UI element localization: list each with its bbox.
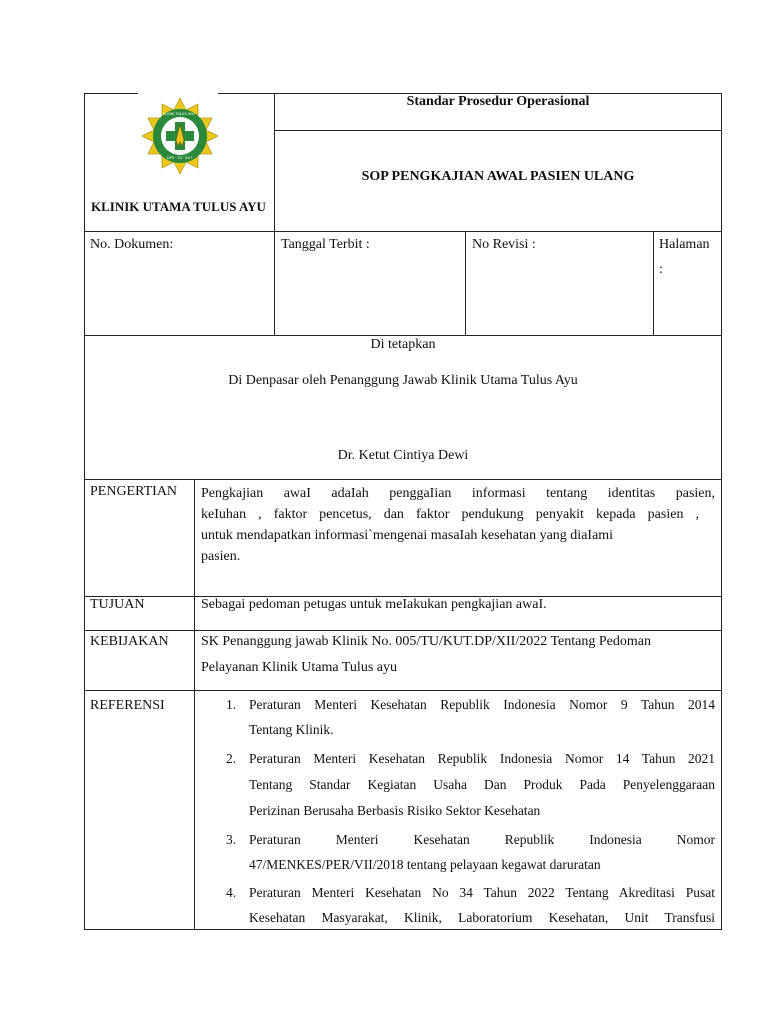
revision-label: No Revisi : [472,237,536,252]
referensi-item-line: Tentang Klinik. [249,722,334,737]
approval-bottom-border [84,479,722,480]
kebijakan-line: SK Penanggung jawab Klinik No. 005/TU/KUT.DP/XII/2022 Tentang Pedoman [201,634,651,649]
approval-signatory: Dr. Ketut Cintiya Dewi [337,448,469,463]
referensi-item-line: Kesehatan Masyarakat, Klinik, Laboratorium Kesehatan, Unit Transfusi [249,910,715,925]
referensi-item-line: Peraturan Menteri Kesehatan Republik Indonesia Nomor 9 Tahun 2014 [249,697,715,712]
referensi-item-line: Peraturan Menteri Kesehatan Republik Indonesia Nomor 14 Tahun 2021 [249,751,715,766]
logo-text-top: KLINIK TULUS AYU [163,112,195,116]
referensi-item-number: 3. [226,832,237,847]
page-title: SOP PENGKAJIAN AWAL PASIEN ULANG [361,169,635,184]
table-border-top-left [84,93,138,94]
doc-number-label: No. Dokumen: [90,237,174,252]
referensi-item-line: 47/MENKES/PER/VII/2018 tentang pelayaan kegawat daruratan [249,857,601,872]
referensi-item-line: Peraturan Menteri Kesehatan No 34 Tahun 2022 Tentang Akreditasi Pusat [249,885,715,900]
clinic-name: KLINIK UTAMA TULUS AYU [91,199,266,214]
referensi-label: REFERENSI [90,698,165,713]
meta-divider-2 [653,231,654,335]
issue-date-label: Tanggal Terbit : [281,237,370,252]
table-border-bottom [84,929,722,930]
pengertian-line: pasien. [201,549,241,564]
referensi-item-line: Peraturan Menteri Kesehatan Republik Indonesia Nomor [249,832,715,847]
pengertian-line: Pengkajian awaI adaIah penggaIian informasi tentang identitas pasien, [201,486,715,501]
label-column-divider [194,479,195,930]
pengertian-label: PENGERTIAN [90,484,178,499]
page-colon: : [659,262,663,277]
referensi-item-number: 1. [226,697,237,712]
tujuan-bottom-border [84,630,722,631]
tujuan-text: Sebagai pedoman petugas untuk meIakukan pengkajian awaI. [201,597,547,612]
meta-divider-1 [465,231,466,335]
clinic-logo [140,96,220,176]
sop-label: Standar Prosedur Operasional [406,94,590,109]
referensi-item-number: 2. [226,751,237,766]
header-sub-divider [274,130,722,131]
kebijakan-label: KEBIJAKAN [90,634,169,649]
table-border-left [84,93,85,930]
page-label: Halaman [659,237,710,252]
approval-line: Di Denpasar oleh Penanggung Jawab Klinik Utama Tulus Ayu [228,373,578,388]
approval-heading: Di tetapkan [370,337,436,352]
kebijakan-bottom-border [84,690,722,691]
pengertian-line: keIuhan , faktor pencetus, dan faktor pendukung penyakit kepada pasien , [201,507,699,522]
kebijakan-line: Pelayanan Klinik Utama Tulus ayu [201,660,397,675]
referensi-item-line: Perizinan Berusaha Berbasis Risiko Sektor Kesehatan [249,803,541,818]
table-border-right [721,93,722,930]
header-bottom-border [84,231,722,232]
pengertian-line: untuk mendapatkan informasi`mengenai masaIah kesehatan yang diaIami [201,528,614,543]
referensi-item-number: 4. [226,885,237,900]
meta-bottom-border [84,335,722,336]
tujuan-label: TUJUAN [90,597,145,612]
logo-text-bottom: DPS · TU · KUT [167,156,193,160]
referensi-item-line: Tentang Standar Kegiatan Usaha Dan Produk Pada Penyelenggaraan [249,777,715,792]
